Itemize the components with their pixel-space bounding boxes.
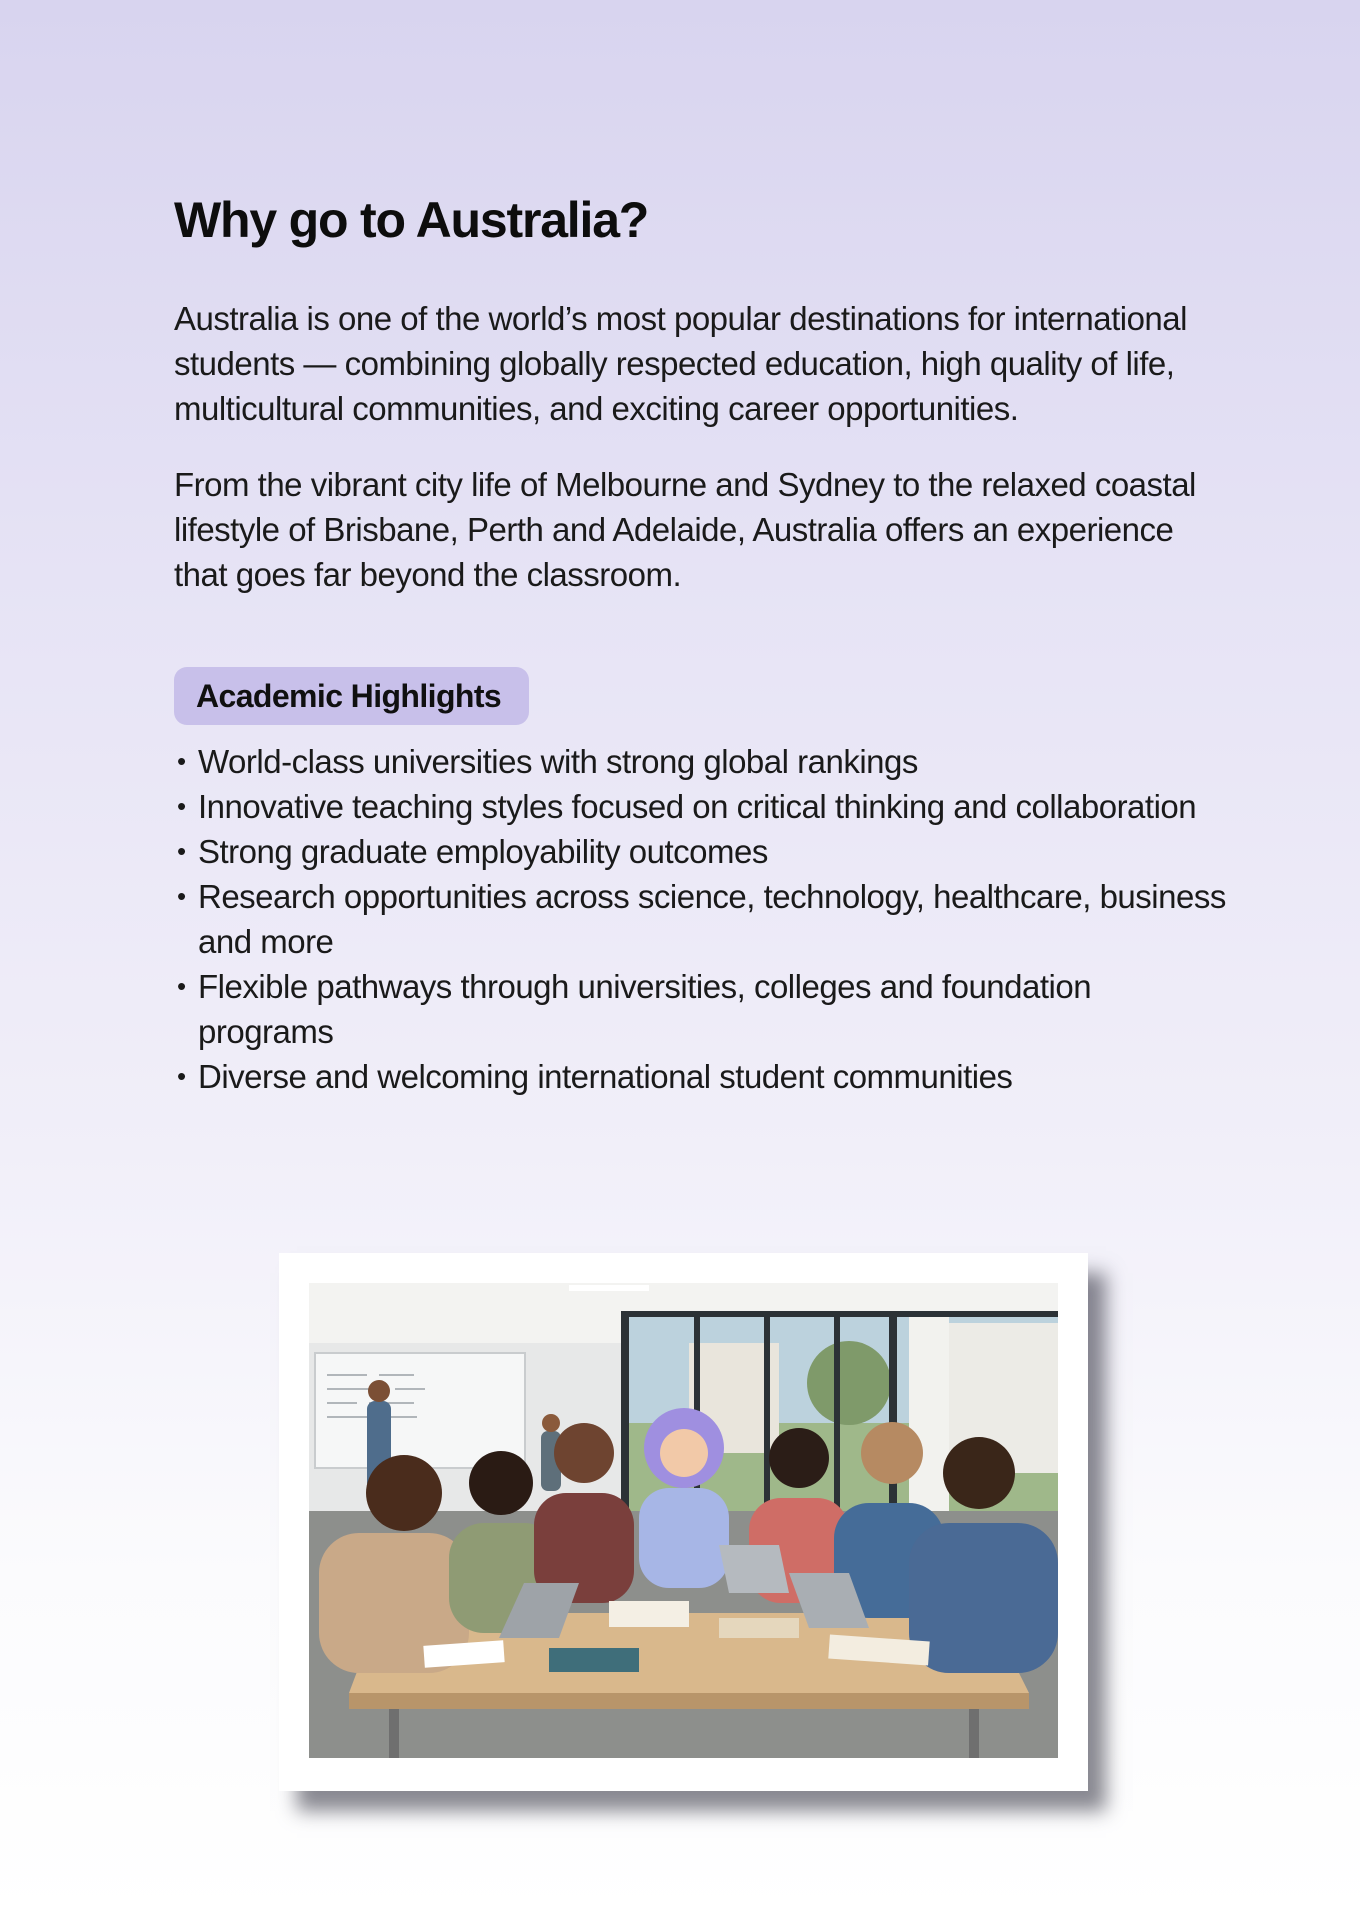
list-item: [174, 1054, 1234, 1099]
intro-paragraph: Australia is one of the world’s most popular destinations for international students — combining globally respected education, high quality of life, multicultural communities, and exciting career opportunities.: [174, 300, 1187, 427]
list-item-text: Innovative teaching styles focused on critical thinking and collaboration: [198, 788, 1197, 825]
list-item: [174, 964, 1234, 1054]
bullet-icon: •: [177, 836, 186, 866]
list-item-text: Research opportunities across science, technology, healthcare, business and more: [198, 878, 1226, 960]
list-item-text: World-class universities with strong global rankings: [198, 743, 918, 780]
academic-highlights-heading: Academic Highlights: [174, 667, 529, 725]
bullet-icon: •: [177, 881, 186, 911]
list-item-text: Flexible pathways through universities, colleges and foundation programs: [198, 968, 1092, 1050]
bullet-icon: •: [177, 791, 186, 821]
list-item-text: Strong graduate employability outcomes: [198, 833, 768, 870]
students-classroom-photo: [309, 1283, 1058, 1758]
list-item: [174, 784, 1234, 829]
photo-frame: [279, 1253, 1088, 1791]
list-item: [174, 874, 1234, 964]
cities-paragraph: From the vibrant city life of Melbourne and Sydney to the relaxed coastal lifestyle of Brisbane, Perth and Adelaide, Australia offers an experience that goes far beyond the classroom.: [174, 466, 1196, 593]
page-title: Why go to Australia?: [174, 192, 649, 248]
bullet-icon: •: [177, 746, 186, 776]
classroom-illustration: [309, 1283, 1058, 1758]
bullet-icon: •: [177, 1061, 186, 1091]
list-item: [174, 829, 1234, 874]
list-item: [174, 739, 1234, 784]
highlights-list: [174, 739, 1234, 1099]
bullet-icon: •: [177, 971, 186, 1001]
page-content: [174, 190, 1234, 1099]
list-item-text: Diverse and welcoming international student communities: [198, 1058, 1013, 1095]
